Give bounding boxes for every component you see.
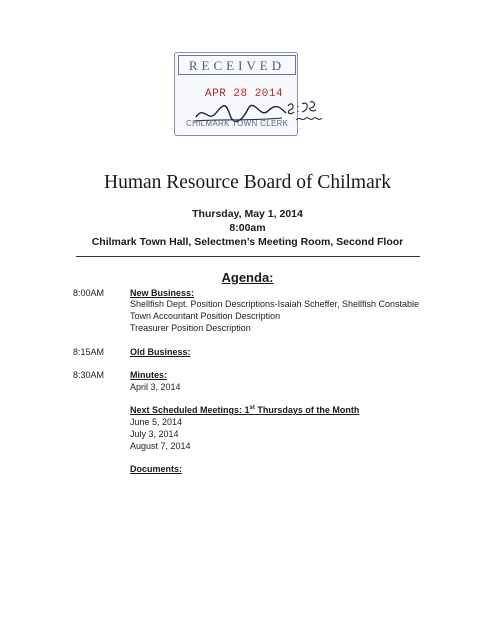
stamp-received-label: RECEIVED [178,55,296,75]
meeting-date: Thursday, May 1, 2014 [192,208,303,220]
stamp-date: APR 28 2014 [205,88,284,100]
next-meetings-heading-post: Thursdays of the Month [254,405,360,415]
list-item: August 7, 2014 [130,441,191,451]
list-item: July 3, 2014 [130,429,179,439]
section-heading-minutes: Minutes: [130,370,167,380]
meeting-time: 8:00am [229,222,266,234]
agenda-time: 8:30AM [73,370,105,380]
list-item: Shellfish Dept. Position Descriptions-Isaiah Scheffer, Shellfish Constable [130,299,419,309]
list-item: Town Accountant Position Description [130,311,281,321]
list-item: April 3, 2014 [130,382,181,392]
meeting-location: Chilmark Town Hall, Selectmen’s Meeting Room, Second Floor [91,236,404,248]
agenda-heading: Agenda: [221,270,274,285]
stamp-office: CHILMARK TOWN CLERK [186,119,289,128]
list-item: Treasurer Position Description [130,323,251,333]
document-title: Human Resource Board of Chilmark [103,172,391,193]
divider [76,256,420,257]
section-heading-old-business: Old Business: [130,347,191,357]
next-meetings-heading-sup: st [249,405,255,411]
handwritten-time-icon [284,98,324,124]
next-meetings-heading-pre: Next Scheduled Meetings: 1 [130,405,250,415]
agenda-time: 8:15AM [73,347,105,357]
section-heading-documents: Documents: [130,464,183,474]
agenda-time: 8:00AM [73,288,105,298]
section-heading-next-meetings [130,405,359,415]
list-item: June 5, 2014 [130,417,183,427]
section-heading-new-business: New Business: [130,288,195,298]
